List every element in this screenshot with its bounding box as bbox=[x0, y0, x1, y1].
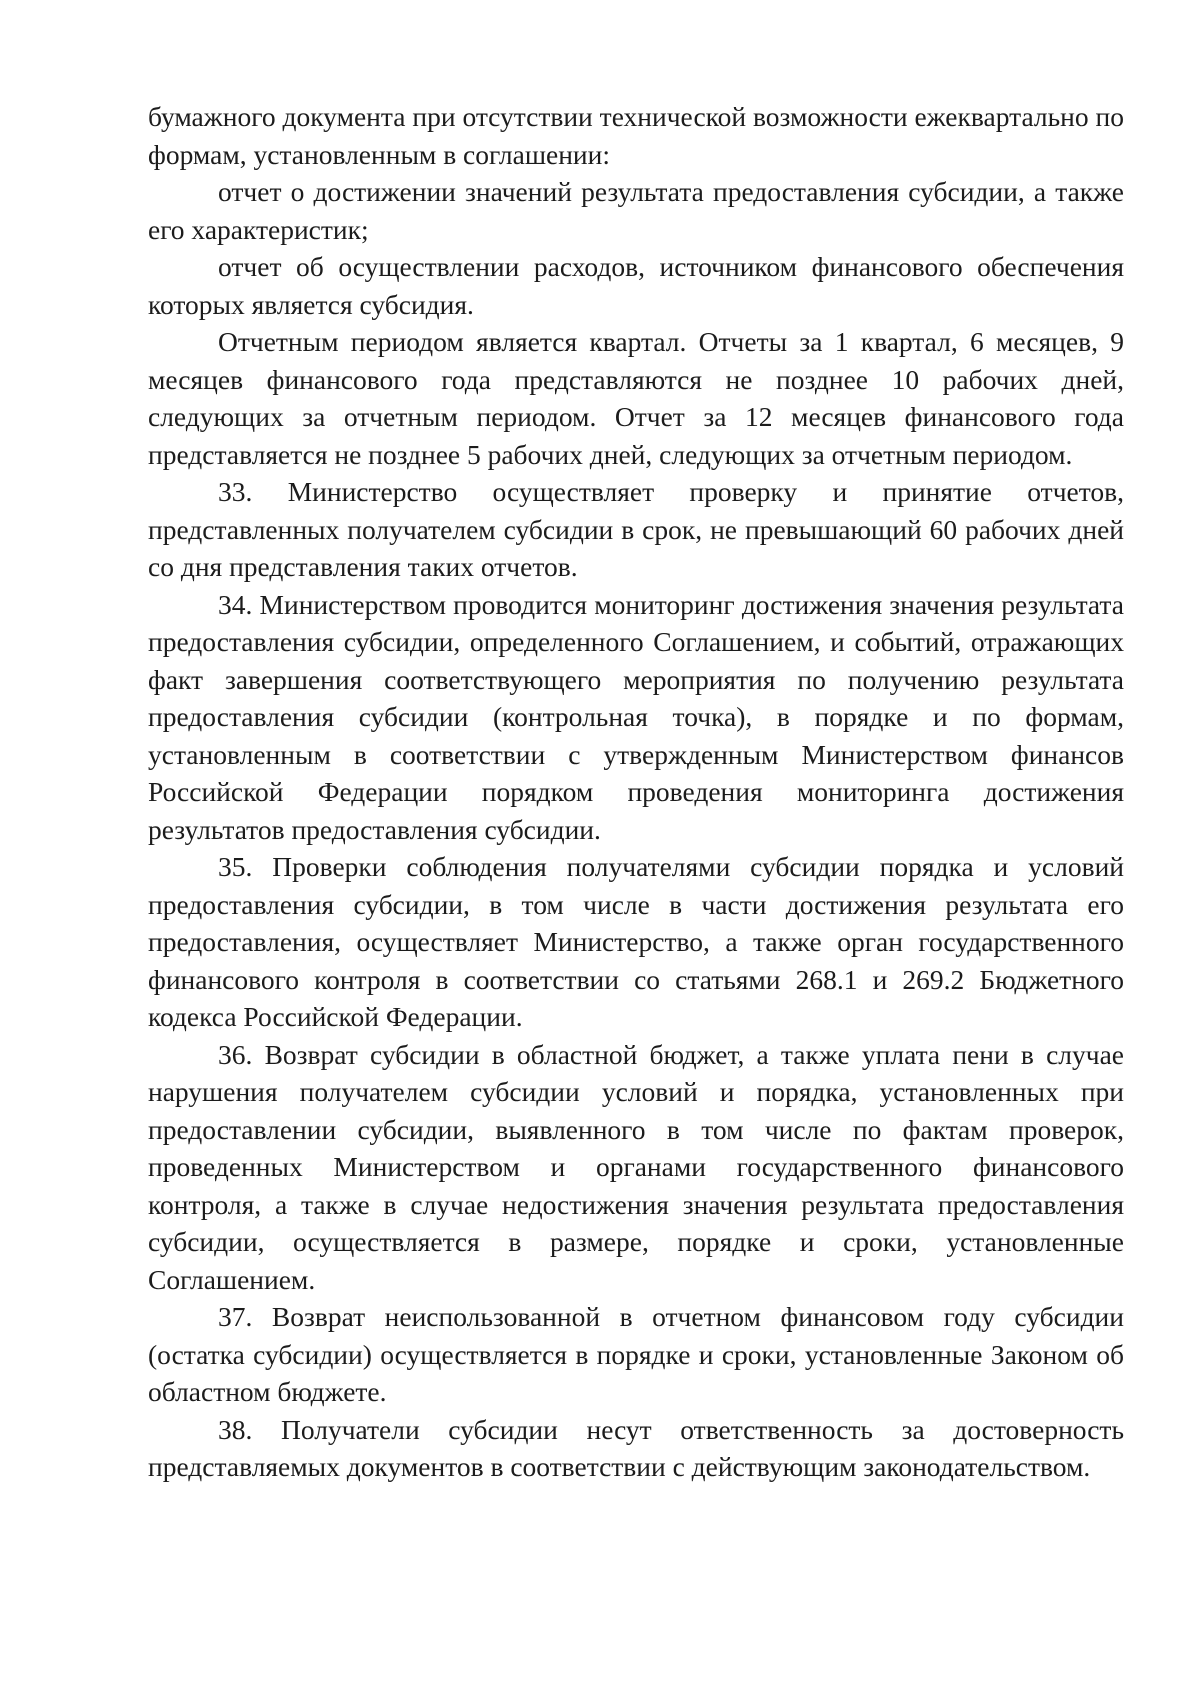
document-page bbox=[148, 98, 1124, 1486]
paragraph-clause-34: 34. Министерством проводится мониторинг достижения значения результата предоставления субсидии, определенного Соглашением, и событий, отражающих факт завершения соответствующего мероприятия по получению результата предоставления субсидии (контрольная точка), в порядке и по формам, установленным в соответствии с утвержденным Министерством финансов Российской Федерации порядком проведения мониторинга достижения результатов предоставления субсидии. bbox=[148, 588, 1124, 845]
paragraph-clause-37: 37. Возврат неиспользованной в отчетном финансовом году субсидии (остатка субсидии) осуществляется в порядке и сроки, установленные Законом об областном бюджете. bbox=[148, 1301, 1124, 1407]
paragraph-continuation: бумажного документа при отсутствии технической возможности ежеквартально по формам, установленным в соглашении: bbox=[148, 101, 1124, 170]
paragraph-reporting-period: Отчетным периодом является квартал. Отчеты за 1 квартал, 6 месяцев, 9 месяцев финансового года представляются не позднее 10 рабочих дней, следующих за отчетным периодом. Отчет за 12 месяцев финансового года представляется не позднее 5 рабочих дней, следующих за отчетным периодом. bbox=[148, 326, 1124, 470]
paragraph-report-results: отчет о достижении значений результата предоставления субсидии, а также его характеристик; bbox=[148, 176, 1124, 245]
paragraph-clause-33: 33. Министерство осуществляет проверку и принятие отчетов, представленных получателем субсидии в срок, не превышающий 60 рабочих дней со дня представления таких отчетов. bbox=[148, 476, 1124, 582]
paragraph-clause-35: 35. Проверки соблюдения получателями субсидии порядка и условий предоставления субсидии, в том числе в части достижения результата его предоставления, осуществляет Министерство, а также орган государственного финансового контроля в соответствии со статьями 268.1 и 269.2 Бюджетного кодекса Российской Федерации. bbox=[148, 851, 1124, 1032]
paragraph-clause-36: 36. Возврат субсидии в областной бюджет, а также уплата пени в случае нарушения получателем субсидии условий и порядка, установленных при предоставлении субсидии, выявленного в том числе по фактам проверок, проведенных Министерством и органами государственного финансового контроля, а также в случае недостижения значения результата предоставления субсидии, осуществляется в размере, порядке и сроки, установленные Соглашением. bbox=[148, 1038, 1124, 1295]
paragraph-clause-38: 38. Получатели субсидии несут ответственность за достоверность представляемых документов в соответствии с действующим законодательством. bbox=[148, 1413, 1124, 1482]
paragraph-report-expenses: отчет об осуществлении расходов, источником финансового обеспечения которых является субсидия. bbox=[148, 251, 1124, 320]
